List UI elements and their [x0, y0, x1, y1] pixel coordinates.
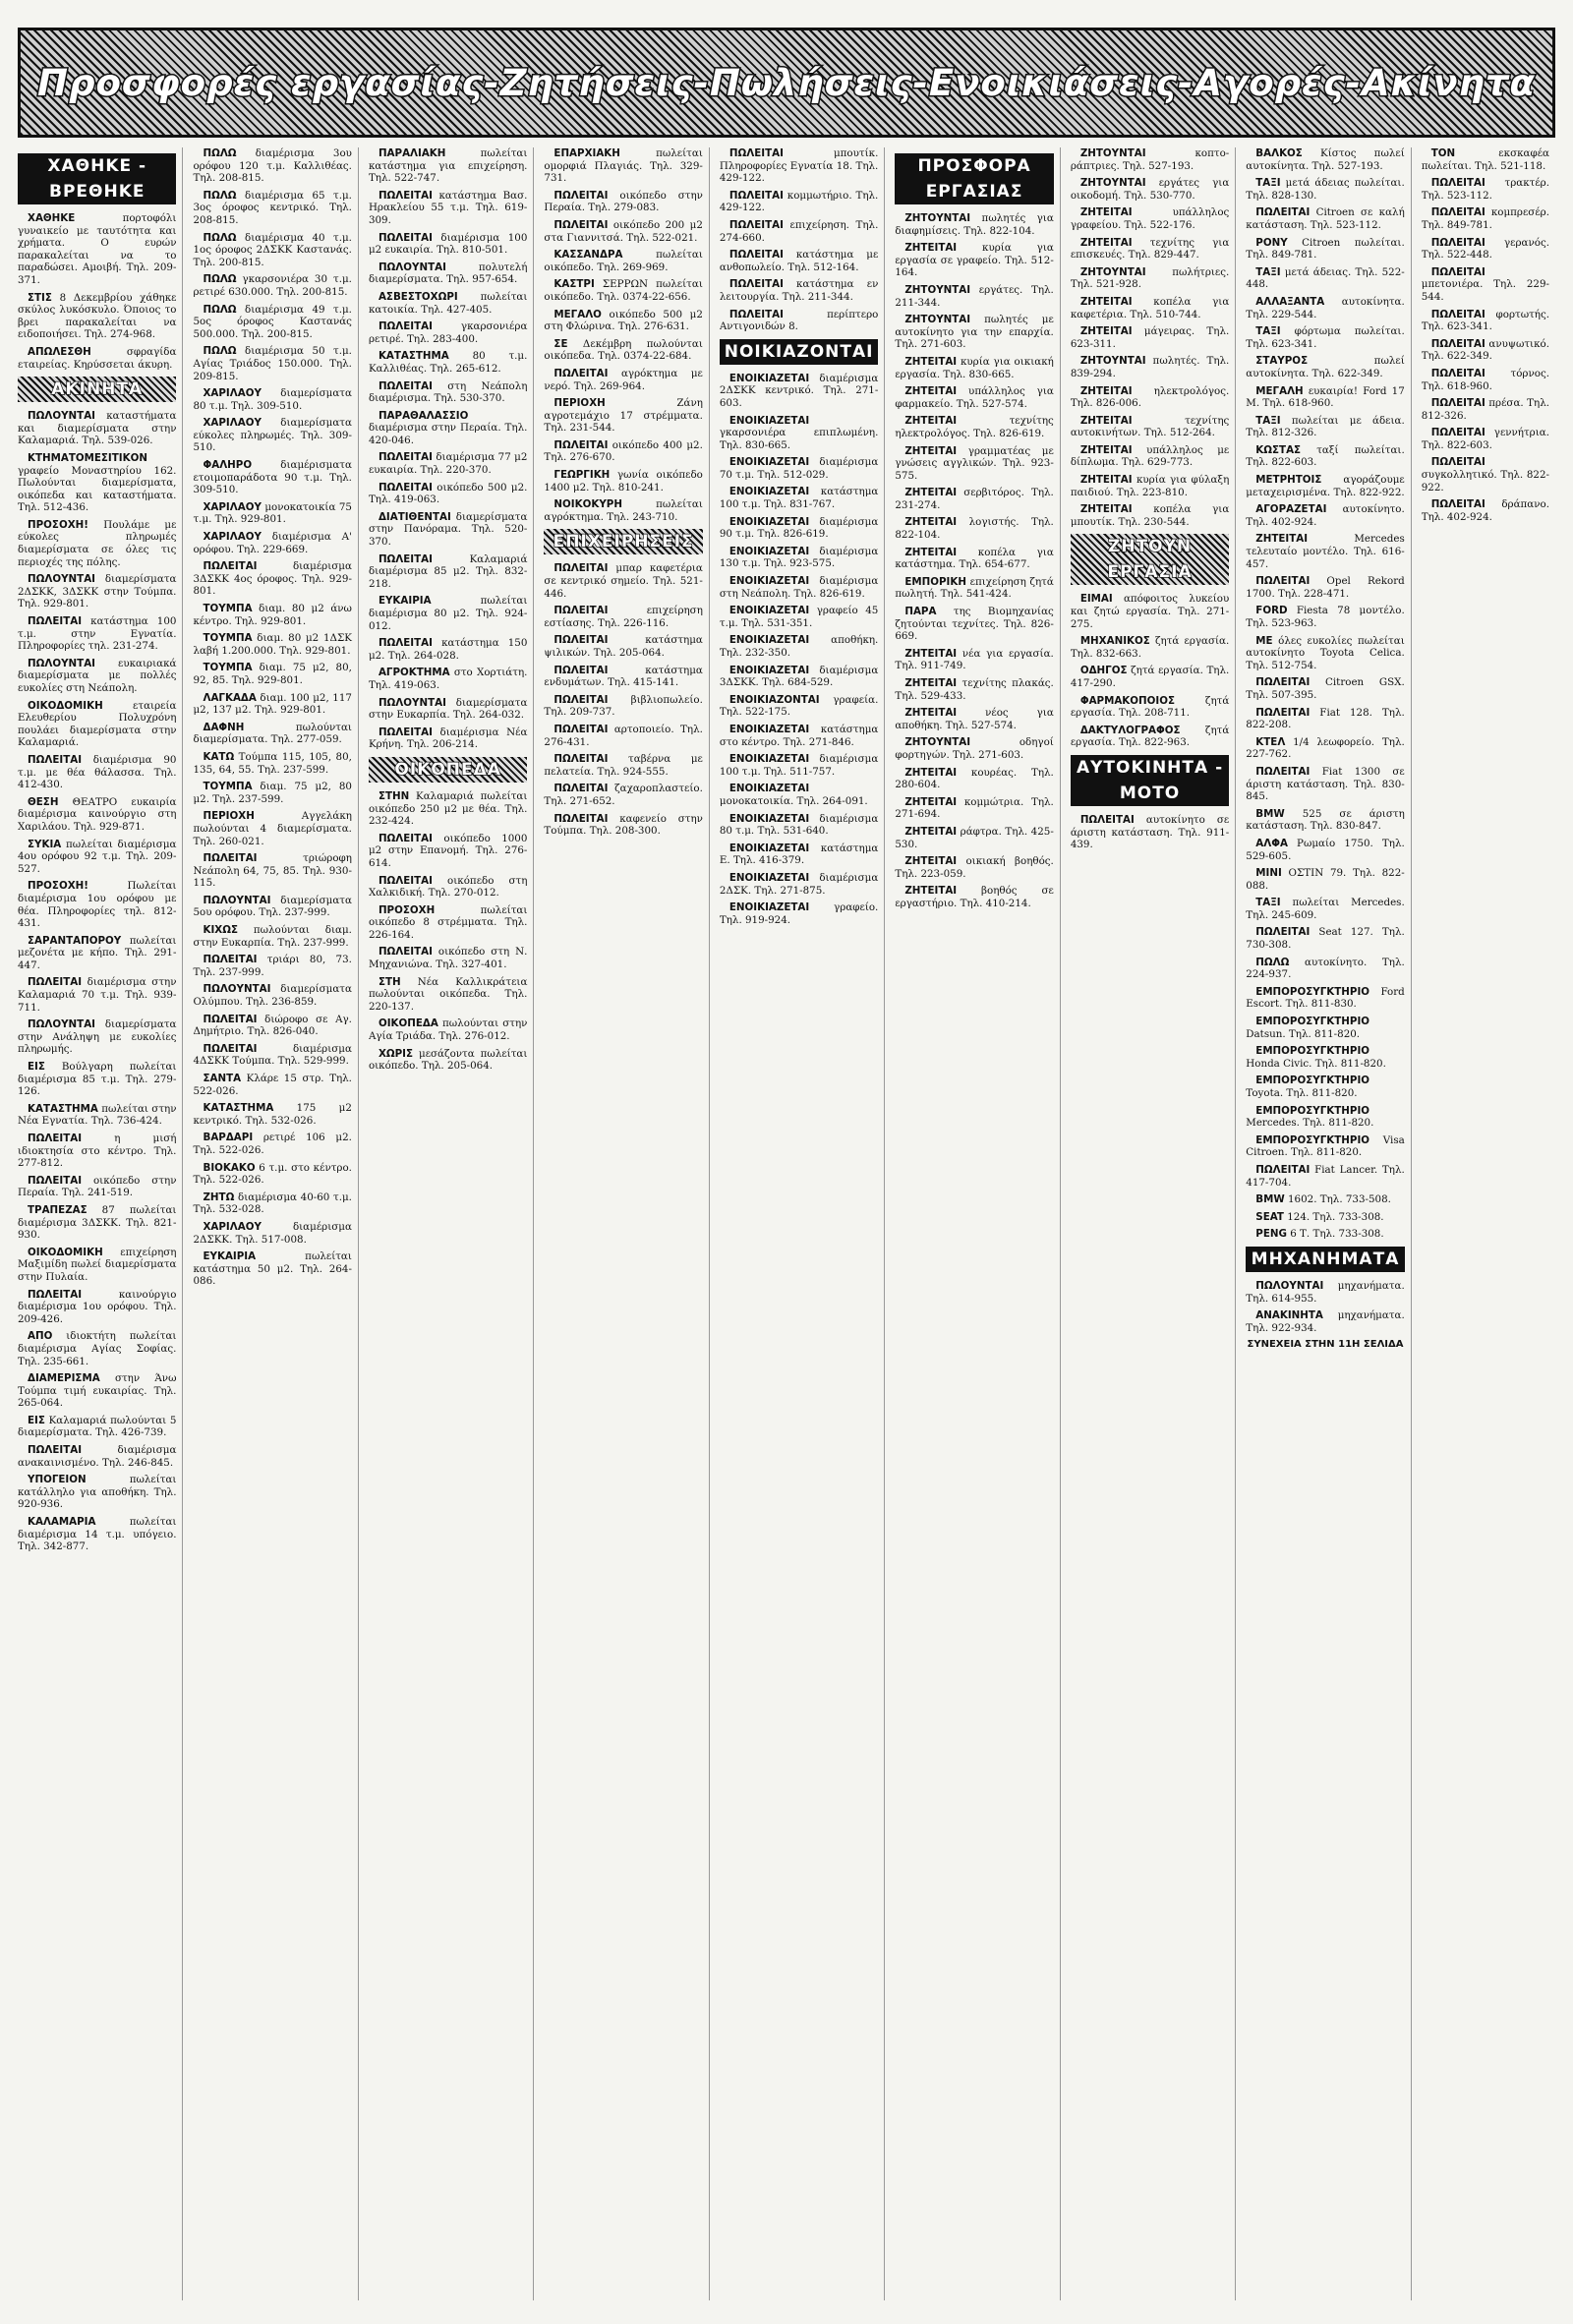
classified-ad: ΕΝΟΙΚΙΑΖΕΤΑΙ διαμέρισμα 70 τ.μ. Τηλ. 512-029.	[719, 456, 879, 481]
classified-ad: ΘΕΣΗ ΘΕΑΤΡΟ ευκαιρία διαμέρισμα καινούργιο στη Χαριλάου. Τηλ. 929-871.	[18, 795, 177, 833]
classified-ad: ΝΟΙΚΟΚΥΡΗ πωλείται αγρόκτημα. Τηλ. 243-710.	[544, 498, 703, 523]
classified-ad: ΣΤΗ Νέα Καλλικράτεια πωλούνται οικόπεδα. Τηλ. 220-137.	[368, 975, 528, 1013]
classified-ad: SEAT 124. Τηλ. 733-308.	[1255, 1210, 1384, 1223]
classified-ad: ΠΩΛΕΙΤΑΙ γεννήτρια. Τηλ. 822-603.	[1421, 427, 1549, 451]
classified-ad: ΠΩΛΩ διαμέρισμα 50 τ.μ. Αγίας Τριάδος 150.000. Τηλ. 209-815.	[193, 345, 352, 382]
classified-ad: ΖΗΤΕΙΤΑΙ κουρέας. Τηλ. 280-604.	[895, 766, 1054, 791]
classified-ad: ΠΩΛΕΙΤΑΙ κομμωτήριο. Τηλ. 429-122.	[719, 189, 879, 214]
classified-ad: ΠΩΛΟΥΝΤΑΙ διαμερίσματα στην Ευκαρπία. Τηλ. 264-032.	[368, 696, 528, 722]
classified-ad: ΜΙΝΙ ΟΣΤΙΝ 79. Τηλ. 822-088.	[1246, 867, 1405, 892]
classified-ad: ΜΕΓΑΛΟ οικόπεδο 500 μ2 στη Φλώρινα. Τηλ. 276-631.	[544, 308, 703, 333]
classified-ad: ΠΩΛΟΥΝΤΑΙ ευκαιριακά διαμερίσματα με πολλές ευκολίες στη Νεάπολη.	[18, 657, 177, 694]
classified-ad: ΖΗΤΟΥΝΤΑΙ πωλητές με αυτοκίνητο για την επαρχία. Τηλ. 271-603.	[895, 314, 1054, 351]
classified-ad: ΠΩΛΕΙΤΑΙ κατάστημα εν λειτουργία. Τηλ. 211-344.	[719, 278, 879, 303]
classified-ad: ΠΡΟΣΟΧΗ πωλείται οικόπεδο 8 στρέμματα. Τηλ. 226-164.	[368, 903, 528, 941]
column-7	[1071, 147, 1236, 2300]
classified-ad: ΔΙΑΜΕΡΙΣΜΑ στην Άνω Τούμπα τιμή ευκαιρίας. Τηλ. 265-064.	[18, 1372, 177, 1410]
classified-ad: ΖΗΤΕΙΤΑΙ βοηθός σε εργαστήριο. Τηλ. 410-214.	[895, 885, 1054, 909]
classified-ad: ΑΠΟ ιδιοκτήτη πωλείται διαμέρισμα Αγίας Σοφίας. Τηλ. 235-661.	[18, 1330, 177, 1367]
classified-ad: ΚΑΤΑΣΤΗΜΑ πωλείται στην Νέα Εγνατία. Τηλ. 736-424.	[18, 1102, 177, 1128]
classified-ad: ΕΝΟΙΚΙΑΖΕΤΑΙ διαμέρισμα 130 τ.μ. Τηλ. 923-575.	[719, 545, 879, 570]
classified-ad: ΚΙΧΩΣ πωλούνται διαμ. στην Ευκαρπία. Τηλ. 237-999.	[193, 924, 352, 949]
classified-ad: ΚΑΛΑΜΑΡΙΑ πωλείται διαμέρισμα 14 τ.μ. υπόγειο. Τηλ. 342-877.	[18, 1516, 177, 1553]
classified-ad: ΟΙΚΟΔΟΜΙΚΗ εταιρεία Ελευθερίου Πολυχρόνη πουλάει διαμερίσματα στην Καλαμαριά.	[18, 699, 177, 749]
classified-ad: ΕΝΟΙΚΙΑΖΕΤΑΙ μονοκατοικία. Τηλ. 264-091.	[719, 783, 868, 807]
classified-ad: ΠΩΛΕΙΤΑΙ Opel Rekord 1700. Τηλ. 228-471.	[1246, 575, 1405, 600]
classified-ad: ΜΕΓΑΛΗ ευκαιρία! Ford 17 Μ. Τηλ. 618-960.	[1246, 384, 1405, 410]
classified-ad: ΠΩΛΟΥΝΤΑΙ καταστήματα και διαμερίσματα στην Καλαμαριά. Τηλ. 539-026.	[18, 410, 177, 447]
classified-ad: ΕΙΣ Καλαμαριά πωλούνται 5 διαμερίσματα. Τηλ. 426-739.	[18, 1414, 177, 1439]
classified-ad: PONY Citroen πωλείται. Τηλ. 849-781.	[1246, 236, 1405, 261]
classified-ad: ΠΩΛΕΙΤΑΙ Fiat 1300 σε άριστη κατάσταση. Τηλ. 830-845.	[1246, 765, 1405, 803]
classified-ad: ΚΑΣΣΑΝΔΡΑ πωλείται οικόπεδο. Τηλ. 269-969.	[544, 249, 703, 273]
classified-ad: ΑΛΛΑΞΑΝΤΑ αυτοκίνητα. Τηλ. 229-544.	[1246, 295, 1405, 320]
column-3	[369, 147, 534, 2300]
classified-ad: ΒΑΛΚΟΣ Κίστος πωλεί αυτοκίνητα. Τηλ. 527-193.	[1246, 147, 1405, 172]
classified-ad: ΤΡΑΠΕΖΑΣ 87 πωλείται διαμέρισμα 3ΔΣΚΚ. Τηλ. 821-930.	[18, 1203, 177, 1242]
classified-ad: ΚΤΗΜΑΤΟΜΕΣΙΤΙΚΟΝ γραφείο Μοναστηρίου 162. Πωλούνται διαμερίσματα, οικόπεδα και καταστήματα. Τηλ. 512-436.	[18, 451, 177, 514]
section-heading-realestate: ΑΚΙΝΗΤΑ	[18, 377, 176, 402]
classified-ad: ΚΩΣΤΑΣ ταξί πωλείται. Τηλ. 822-603.	[1246, 443, 1405, 469]
classified-ad: ΤΟΝ εκσκαφέα πωλείται. Τηλ. 521-118.	[1421, 147, 1549, 172]
classified-ad: ΖΗΤΕΙΤΑΙ ράφτρα. Τηλ. 425-530.	[895, 825, 1054, 850]
classified-ad: ΠΩΛΟΥΝΤΑΙ διαμερίσματα 2ΔΣΚΚ, 3ΔΣΚΚ στην Τούμπα. Τηλ. 929-801.	[18, 573, 177, 610]
classified-ad: ΠΩΛΕΙΤΑΙ τρακτέρ. Τηλ. 523-112.	[1421, 177, 1549, 202]
classified-ad: ΠΩΛΕΙΤΑΙ καφενείο στην Τούμπα. Τηλ. 208-300.	[544, 812, 703, 838]
classified-ad: ΠΕΡΙΟΧΗ Ζάνη αγροτεμάχιο 17 στρέμματα. Τηλ. 231-544.	[544, 397, 703, 435]
classified-ad: ΒΜW 1602. Τηλ. 733-508.	[1255, 1193, 1391, 1206]
section-heading-rentals: ΝΟΙΚΙΑΖΟΝΤΑΙ	[720, 339, 878, 365]
classified-ad: ΖΗΤΕΙΤΑΙ κυρία για φύλαξη παιδιού. Τηλ. 223-810.	[1070, 474, 1230, 498]
classified-ad: ΒΙΟΚΑΚΟ 6 τ.μ. στο κέντρο. Τηλ. 522-026.	[193, 1161, 352, 1187]
classified-ad: ΕΝΟΙΚΙΑΖΕΤΑΙ διαμέρισμα 2ΔΣΚ. Τηλ. 271-875.	[719, 871, 879, 897]
classified-ad: ΤΑΞΙ πωλείται Mercedes. Τηλ. 245-609.	[1246, 897, 1405, 921]
classified-ad: ΠΩΛΕΙΤΑΙ ζαχαροπλαστείο. Τηλ. 271-652.	[544, 783, 703, 807]
column-6	[895, 147, 1060, 2300]
classified-ad: ΠΕΡΙΟΧΗ Αγγελάκη πωλούνται 4 διαμερίσματα. Τηλ. 260-021.	[193, 810, 352, 847]
classified-ad: ΖΗΤΕΙΤΑΙ μάγειρας. Τηλ. 623-311.	[1070, 325, 1230, 350]
classified-ad: ΕΝΟΙΚΙΑΖΕΤΑΙ διαμέρισμα στη Νεάπολη. Τηλ. 826-619.	[719, 575, 879, 600]
classified-ad: ΠΡΟΣΟΧΗ! Πωλείται διαμέρισμα 1ου ορόφου με θέα. Πληροφορίες τηλ. 812-431.	[18, 880, 177, 930]
classified-ad: ΕΠΑΡΧΙΑΚΗ πωλείται ομορφιά Πλαγιάς. Τηλ. 329-731.	[544, 147, 703, 185]
classified-ad: ΜΕ όλες ευκολίες πωλείται αυτοκίνητο Toyota Celica. Τηλ. 512-754.	[1246, 634, 1405, 671]
classified-ad: ΠΩΛΕΙΤΑΙ διαμέρισμα Νέα Κρήνη. Τηλ. 206-214.	[368, 726, 528, 751]
classified-ad: ΠΩΛΕΙΤΑΙ κατάστημα ψιλικών. Τηλ. 205-064.	[544, 634, 703, 659]
classified-ad: ΠΩΛΕΙΤΑΙ φορτωτής. Τηλ. 623-341.	[1421, 308, 1549, 333]
classified-ad: ΠΩΛΕΙΤΑΙ Citroen GSX. Τηλ. 507-395.	[1246, 676, 1405, 701]
classified-ad: ΖΗΤΩ διαμέρισμα 40-60 τ.μ. Τηλ. 532-028.	[193, 1191, 352, 1216]
classified-ad: ΠΩΛΕΙΤΑΙ διαμέρισμα 90 τ.μ. με θέα θάλασσα. Τηλ. 412-430.	[18, 753, 177, 791]
classified-ad: ΠΩΛΕΙΤΑΙ περίπτερο Αντιγονιδών 8.	[719, 308, 879, 333]
classified-ad: ΠΩΛΕΙΤΑΙ βιβλιοπωλείο. Τηλ. 209-737.	[544, 693, 703, 719]
classified-ad: ΕΙΜΑΙ απόφοιτος λυκείου και ζητώ εργασία. Τηλ. 271-275.	[1070, 593, 1230, 630]
classified-ad: ΚΤΕΛ 1/4 λεωφορείο. Τηλ. 227-762.	[1246, 735, 1405, 761]
classified-ad: ΖΗΤΟΥΝΤΑΙ εργάτες. Τηλ. 211-344.	[895, 283, 1054, 309]
classified-ad: ΠΩΛΕΙΤΑΙ τριάρι 80, 73. Τηλ. 237-999.	[193, 954, 352, 978]
classified-ad: ΕΜΠΟΡΟΣΥΓΚΤΗΡΙΟ Toyota. Τηλ. 811-820.	[1246, 1075, 1370, 1099]
classified-ad: ΠΩΛΕΙΤΑΙ στη Νεάπολη διαμέρισμα. Τηλ. 530-370.	[368, 379, 528, 405]
classified-ad: ΦΑΛΗΡΟ διαμέρισματα ετοιμοπαράδοτα 90 τ.μ. Τηλ. 309-510.	[193, 459, 352, 496]
section-heading-job-seekers: ΖΗΤΟΥΝ ΕΡΓΑΣΙΑ	[1071, 534, 1229, 585]
classified-ad: ΤΟΥΜΠΑ διαμ. 75 μ2, 80, 92, 85. Τηλ. 929-801.	[193, 662, 352, 686]
classified-ad: ΠΩΛΕΙΤΑΙ κατάστημα 100 τ.μ. στην Εγνατία. Πληροφορίες τηλ. 231-274.	[18, 615, 177, 653]
classified-ad: ΕΝΟΙΚΙΑΖΟΝΤΑΙ γραφεία. Τηλ. 522-175.	[719, 693, 879, 719]
classified-ad: ΕΝΟΙΚΙΑΖΕΤΑΙ διαμέρισμα 80 τ.μ. Τηλ. 531-640.	[719, 812, 879, 838]
classified-ad: ΠΩΛΕΙΤΑΙ αρτοποιείο. Τηλ. 276-431.	[544, 723, 703, 748]
classified-ad: ΤΑΞΙ φόρτωμα πωλείται. Τηλ. 623-341.	[1246, 325, 1405, 350]
classified-ad: ΕΝΟΙΚΙΑΖΕΤΑΙ γκαρσονιέρα επιπλωμένη. Τηλ. 830-665.	[719, 414, 879, 451]
classified-ad: ΕΝΟΙΚΙΑΖΕΤΑΙ διαμέρισμα 100 τ.μ. Τηλ. 511-757.	[719, 753, 879, 778]
classified-ad: ΕΜΠΟΡΟΣΥΓΚΤΗΡΙΟ Honda Civic. Τηλ. 811-820.	[1246, 1045, 1386, 1070]
classified-ad: ΠΩΛΕΙΤΑΙ οικόπεδο στην Περαία. Τηλ. 279-083.	[544, 189, 703, 214]
classified-columns	[18, 147, 1555, 2300]
classified-ad: ΕΝΟΙΚΙΑΖΕΤΑΙ αποθήκη. Τηλ. 232-350.	[719, 634, 879, 659]
classified-ad: ΜΗΧΑΝΙΚΟΣ ζητά εργασία. Τηλ. 832-663.	[1070, 635, 1230, 660]
classified-ad: ΒΜW 525 σε άριστη κατάσταση. Τηλ. 830-847.	[1246, 807, 1405, 833]
classified-ad: ΠΩΛΕΙΤΑΙ διαμέρισμα 77 μ2 ευκαιρία. Τηλ. 220-370.	[368, 451, 528, 477]
classified-ad: ΠΩΛΕΙΤΑΙ κατάστημα Βασ. Ηρακλείου 55 τ.μ. Τηλ. 619-309.	[368, 189, 528, 226]
classified-ad: ΧΑΡΙΛΑΟΥ διαμέρισμα Α' ορόφου. Τηλ. 229-669.	[193, 531, 352, 555]
classified-ad: ΕΝΟΙΚΙΑΖΕΤΑΙ διαμέρισμα 2ΔΣΚΚ κεντρικό. Τηλ. 271-603.	[719, 372, 879, 409]
classified-ad: ΠΩΛΟΥΝΤΑΙ διαμερίσματα 5ου ορόφου. Τηλ. 237-999.	[193, 894, 352, 919]
classified-ad: ΠΩΛΟΥΝΤΑΙ διαμερίσματα Ολύμπου. Τηλ. 236-859.	[193, 983, 352, 1009]
classified-ad: ΠΩΛΕΙΤΑΙ οικόπεδο στην Περαία. Τηλ. 241-519.	[18, 1174, 177, 1199]
classified-ad: ΠΩΛΕΙΤΑΙ Fiat 128. Τηλ. 822-208.	[1246, 706, 1405, 731]
classified-ad: PENG 6 Τ. Τηλ. 733-308.	[1255, 1228, 1384, 1241]
section-heading-businesses: ΕΠΙΧΕΙΡΗΣΕΙΣ	[544, 529, 702, 554]
classified-ad: ΠΩΛΕΙΤΑΙ κατάστημα με ανθοπωλείο. Τηλ. 512-164.	[719, 249, 879, 273]
classified-ad: ΠΩΛΕΙΤΑΙ οικόπεδο 400 μ2. Τηλ. 276-670.	[544, 438, 703, 464]
classified-ad: ΠΩΛΕΙΤΑΙ οικόπεδο 1000 μ2 στην Επανομή. Τηλ. 276-614.	[368, 832, 528, 869]
classified-ad: ΖΗΤΕΙΤΑΙ τεχνίτης πλακάς. Τηλ. 529-433.	[895, 677, 1054, 702]
classified-ad: ΑΣΒΕΣΤΟΧΩΡΙ πωλείται κατοικία. Τηλ. 427-405.	[368, 290, 528, 316]
classified-ad: ΠΩΛΕΙΤΑΙ διαμέρισμα 4ΔΣΚΚ Τούμπα. Τηλ. 529-999.	[193, 1042, 352, 1068]
classified-ad: ΖΗΤΟΥΝΤΑΙ πωλητές. Τηλ. 839-294.	[1070, 355, 1230, 379]
classified-ad: ΠΩΛΕΙΤΑΙ κατάστημα 150 μ2. Τηλ. 264-028.	[368, 637, 528, 662]
classified-ad: ΖΗΤΕΙΤΑΙ νέος για αποθήκη. Τηλ. 527-574.	[895, 707, 1054, 731]
classified-ad: ΕΜΠΟΡΟΣΥΓΚΤΗΡΙΟ Ford Escort. Τηλ. 811-830.	[1246, 985, 1405, 1011]
classified-ad: ΕΝΟΙΚΙΑΖΕΤΑΙ κατάστημα Ε. Τηλ. 416-379.	[719, 842, 879, 867]
classified-ad: ΠΩΛΕΙΤΑΙ διαμέρισμα στην Καλαμαριά 70 τ.μ. Τηλ. 939-711.	[18, 976, 177, 1014]
classified-ad: ΚΑΤΑΣΤΗΜΑ 80 τ.μ. Καλλιθέας. Τηλ. 265-612.	[368, 350, 528, 375]
banner-title: Προσφορές εργασίας-Ζητήσεις-Πωλήσεις-Ενοικιάσεις-Αγορές-Ακίνητα	[37, 61, 1536, 104]
classified-ad: ΕΜΠΟΡΙΚΗ επιχείρηση ζητά πωλητή. Τηλ. 541-424.	[895, 575, 1054, 601]
classified-ad: ΖΗΤΟΥΝΤΑΙ οδηγοί φορτηγών. Τηλ. 271-603.	[895, 736, 1054, 761]
classified-ad: ΣΑΝΤΑ Κλάρε 15 στρ. Τηλ. 522-026.	[193, 1073, 352, 1097]
section-heading-lost-found: ΧΑΘΗΚΕ - ΒΡΕΘΗΚΕ	[18, 153, 176, 204]
classified-ad: ΕΝΟΙΚΙΑΖΕΤΑΙ κατάστημα 100 τ.μ. Τηλ. 831-767.	[719, 486, 879, 511]
classified-ad: ΥΠΟΓΕΙΟΝ πωλείται κατάλληλο για αποθήκη. Τηλ. 920-936.	[18, 1474, 177, 1511]
classified-ad: ΖΗΤΕΙΤΑΙ ηλεκτρολόγος. Τηλ. 826-006.	[1070, 384, 1230, 410]
classified-ad: ΤΑΞΙ πωλείται με άδεια. Τηλ. 812-326.	[1246, 414, 1405, 439]
classified-ad: ΕΥΚΑΙΡΙΑ πωλείται διαμέρισμα 80 μ2. Τηλ. 924-012.	[368, 595, 528, 632]
classified-ad: ΠΑΡΑ της Βιομηχανίας ζητούνται τεχνίτες. Τηλ. 826-669.	[895, 606, 1054, 643]
classified-ad: ΠΩΛΕΙΤΑΙ ανυψωτικό. Τηλ. 622-349.	[1421, 337, 1549, 363]
column-2	[193, 147, 358, 2300]
classified-ad: ΕΝΟΙΚΙΑΖΕΤΑΙ κατάστημα στο κέντρο. Τηλ. 271-846.	[719, 723, 879, 748]
classified-ad: ΣΤΗΝ Καλαμαριά πωλείται οικόπεδο 250 μ2 με θέα. Τηλ. 232-424.	[368, 789, 528, 828]
classified-ad: ΑΓΡΟΚΤΗΜΑ στο Χορτιάτη. Τηλ. 419-063.	[368, 667, 528, 691]
classified-ad: ΣΑΡΑΝΤΑΠΟΡΟΥ πωλείται μεζονέτα με κήπο. Τηλ. 291-447.	[18, 934, 177, 971]
classified-ad: ΑΛΦΑ Ρωμαίο 1750. Τηλ. 529-605.	[1246, 837, 1405, 862]
classified-ad: ΧΑΡΙΛΑΟΥ διαμερίσματα 80 τ.μ. Τηλ. 309-510.	[193, 387, 352, 412]
classified-ad: ΠΑΡΑΛΙΑΚΗ πωλείται κατάστημα για επιχείρηση. Τηλ. 522-747.	[368, 147, 528, 185]
classified-ad: ΔΑΦΝΗ πωλούνται διαμερίσματα. Τηλ. 277-059.	[193, 721, 352, 746]
classified-ad: ΕΝΟΙΚΙΑΖΕΤΑΙ γραφείο 45 τ.μ. Τηλ. 531-351.	[719, 605, 879, 629]
classified-ad: ΠΩΛΕΙΤΑΙ επιχείρηση. Τηλ. 274-660.	[719, 218, 879, 244]
classified-ad: ΖΗΤΕΙΤΑΙ κυρία για οικιακή εργασία. Τηλ. 830-665.	[895, 355, 1054, 380]
classified-ad: ΖΗΤΕΙΤΑΙ τεχνίτης ηλεκτρολόγος. Τηλ. 826-619.	[895, 415, 1054, 439]
classified-ad: ΚΑΤΩ Τούμπα 115, 105, 80, 135, 64, 55. Τηλ. 237-599.	[193, 750, 352, 776]
classified-ad: ΕΝΟΙΚΙΑΖΕΤΑΙ διαμέρισμα 90 τ.μ. Τηλ. 826-619.	[719, 515, 879, 541]
classified-ad: ΤΑΞΙ μετά άδειας. Τηλ. 522-448.	[1246, 265, 1405, 291]
column-1	[18, 147, 183, 2300]
classified-ad: ΕΜΠΟΡΟΣΥΓΚΤΗΡΙΟ Visa Citroen. Τηλ. 811-820.	[1246, 1133, 1405, 1159]
column-9	[1422, 147, 1555, 2300]
classified-ad: ΔΑΚΤΥΛΟΓΡΑΦΟΣ ζητά εργασία. Τηλ. 822-963.	[1070, 724, 1230, 749]
classified-ad: ΠΩΛΕΙΤΑΙ οικόπεδο 500 μ2. Τηλ. 419-063.	[368, 481, 528, 506]
classified-ad: ΖΗΤΕΙΤΑΙ κοπέλα για μπουτίκ. Τηλ. 230-544.	[1070, 503, 1230, 528]
classified-ad: ΠΩΛΕΙΤΑΙ ταβέρνα με πελατεία. Τηλ. 924-555.	[544, 753, 703, 778]
classified-ad: ΧΑΘΗΚΕ πορτοφόλι γυναικείο με ταυτότητα και χρήματα. Ο ευρών παρακαλείται να το παραδώσει. Αμοιβή. Τηλ. 209-371.	[18, 212, 177, 286]
classified-ad: ΕΝΟΙΚΙΑΖΕΤΑΙ γραφείο. Τηλ. 919-924.	[719, 901, 879, 926]
classified-ad: ΠΩΛΕΙΤΑΙ τριώροφη Νεάπολη 64, 75, 85. Τηλ. 930-115.	[193, 852, 352, 890]
classified-ad: ΕΜΠΟΡΟΣΥΓΚΤΗΡΙΟ Datsun. Τηλ. 811-820.	[1246, 1016, 1370, 1040]
classified-ad: ΠΩΛΕΙΤΑΙ πρέσα. Τηλ. 812-326.	[1421, 397, 1549, 422]
classified-ad: ΟΔΗΓΟΣ ζητά εργασία. Τηλ. 417-290.	[1070, 665, 1230, 689]
classified-ad: ΠΩΛΕΙΤΑΙ διώροφο σε Αγ. Δημήτριο. Τηλ. 826-040.	[193, 1013, 352, 1038]
classified-ad: ΖΗΤΟΥΝΤΑΙ πωλήτριες. Τηλ. 521-928.	[1070, 265, 1230, 291]
classified-ad: ΖΗΤΕΙΤΑΙ Mercedes τελευταίο μοντέλο. Τηλ. 616-457.	[1246, 533, 1405, 570]
classified-ad: ΠΩΛΕΙΤΑΙ Fiat Lancer. Τηλ. 417-704.	[1246, 1163, 1405, 1189]
classified-ad: ΖΗΤΕΙΤΑΙ κυρία για εργασία σε γραφείο. Τηλ. 512-164.	[895, 242, 1054, 279]
classified-ad: ΖΗΤΕΙΤΑΙ υπάλληλος με δίπλωμα. Τηλ. 629-773.	[1070, 443, 1230, 469]
classified-ad: ΖΗΤΕΙΤΑΙ σερβιτόρος. Τηλ. 231-274.	[895, 487, 1054, 511]
classified-ad: ΖΗΤΕΙΤΑΙ υπάλληλος για φαρμακείο. Τηλ. 527-574.	[895, 385, 1054, 410]
classified-ad: ΖΗΤΟΥΝΤΑΙ εργάτες για οικοδομή. Τηλ. 530-770.	[1070, 177, 1230, 202]
column-8	[1246, 147, 1411, 2300]
classified-ad: ΠΩΛΕΙΤΑΙ μπαρ καφετέρια σε κεντρικό σημείο. Τηλ. 521-446.	[544, 562, 703, 600]
classified-ad: ΖΗΤΕΙΤΑΙ οικιακή βοηθός. Τηλ. 223-059.	[895, 855, 1054, 880]
classified-ad: ΤΟΥΜΠΑ διαμ. 80 μ2 1ΔΣΚ λαβή 1.200.000. Τηλ. 929-801.	[193, 632, 352, 657]
classified-ad: ΠΩΛΩ αυτοκίνητο. Τηλ. 224-937.	[1246, 956, 1405, 981]
classified-ad: ΧΑΡΙΛΑΟΥ διαμέρισμα 2ΔΣΚΚ. Τηλ. 517-008.	[193, 1220, 352, 1246]
classified-ad: ΖΗΤΟΥΝΤΑΙ κοπτο-ράπτριες. Τηλ. 527-193.	[1070, 147, 1230, 172]
classified-ad: ΠΩΛΕΙΤΑΙ Καλαμαριά διαμέρισμα 85 μ2. Τηλ. 832-218.	[368, 552, 528, 590]
classified-ad: ΕΜΠΟΡΟΣΥΓΚΤΗΡΙΟ Mercedes. Τηλ. 811-820.	[1246, 1104, 1374, 1130]
classified-ad: ΠΩΛΕΙΤΑΙ γερανός. Τηλ. 522-448.	[1421, 236, 1549, 261]
classified-ad: ΠΩΛΩ διαμέρισμα 3ου ορόφου 120 τ.μ. Καλλιθέας. Τηλ. 208-815.	[193, 147, 352, 185]
section-heading-cars: ΑΥΤΟΚΙΝΗΤΑ - ΜΟΤΟ	[1071, 755, 1229, 806]
classified-ad: ΤΟΥΜΠΑ διαμ. 80 μ2 άνω κέντρο. Τηλ. 929-801.	[193, 603, 352, 627]
column-5	[720, 147, 885, 2300]
classified-ad: ΠΩΛΩ διαμέρισμα 40 τ.μ. 1ος όροφος 2ΔΣΚΚ Καστανάς. Τηλ. 200-815.	[193, 231, 352, 268]
section-heading-job-offers: ΠΡΟΣΦΟΡΑ ΕΡΓΑΣΙΑΣ	[895, 153, 1053, 204]
classified-ad: ΠΩΛΟΥΝΤΑΙ διαμερίσματα στην Ανάληψη με ευκολίες πληρωμής.	[18, 1018, 177, 1056]
classified-ad: ΣΕ Δεκέμβρη πωλούνται οικόπεδα. Τηλ. 0374-22-684.	[544, 337, 703, 363]
classified-ad: ΑΓΟΡΑΖΕΤΑΙ αυτοκίνητο. Τηλ. 402-924.	[1246, 503, 1405, 528]
classified-ad: ΑΝΑΚΙΝΗΤΑ μηχανήματα. Τηλ. 922-934.	[1246, 1309, 1405, 1334]
classified-ad: ΠΩΛΕΙΤΑΙ γκαρσονιέρα ρετιρέ. Τηλ. 283-400.	[368, 320, 528, 345]
column-4	[544, 147, 709, 2300]
classified-ad: ΒΑΡΔΑΡΙ ρετιρέ 106 μ2. Τηλ. 522-026.	[193, 1132, 352, 1156]
classified-ad: ΖΗΤΕΙΤΑΙ λογιστής. Τηλ. 822-104.	[895, 516, 1054, 542]
classified-ad: ΠΩΛΕΙΤΑΙ διαμέρισμα 3ΔΣΚΚ 4ος όροφος. Τηλ. 929-801.	[193, 560, 352, 598]
classified-ad: ΧΩΡΙΣ μεσάζοντα πωλείται οικόπεδο. Τηλ. 205-064.	[368, 1047, 528, 1073]
classified-ad: ΠΑΡΑΘΑΛΑΣΣΙΟ διαμέρισμα στην Περαία. Τηλ. 420-046.	[368, 409, 528, 446]
classified-ad: ΤΟΥΜΠΑ διαμ. 75 μ2, 80 μ2. Τηλ. 237-599.	[193, 781, 352, 805]
section-heading-machinery: ΜΗΧΑΝΗΜΑΤΑ	[1246, 1247, 1404, 1272]
classified-ad: ΠΩΛΕΙΤΑΙ κατάστημα ενδυμάτων. Τηλ. 415-141.	[544, 664, 703, 689]
classified-ad: ΤΑΞΙ μετά άδειας πωλείται. Τηλ. 828-130.	[1246, 177, 1405, 202]
classified-ad: ΠΩΛΕΙΤΑΙ οικόπεδο στη Ν. Μηχανιώνα. Τηλ. 327-401.	[368, 946, 528, 971]
newspaper-page	[18, 28, 1555, 2308]
classified-ad: ΔΙΑΤΙΘΕΝΤΑΙ διαμερίσματα στην Πανόραμα. Τηλ. 520-370.	[368, 510, 528, 549]
classified-ad: ΠΩΛΕΙΤΑΙ αγρόκτημα με νερό. Τηλ. 269-964.	[544, 367, 703, 392]
classified-ad: ΠΩΛΕΙΤΑΙ οικόπεδο 200 μ2 στα Γιαννιτσά. Τηλ. 522-021.	[544, 218, 703, 244]
classified-ad: ΖΗΤΕΙΤΑΙ υπάλληλος γραφείου. Τηλ. 522-176.	[1070, 206, 1230, 231]
classified-ad: ΠΩΛΕΙΤΑΙ Citroen σε καλή κατάσταση. Τηλ. 523-112.	[1246, 206, 1405, 231]
continued-note: ΣΥΝΕΧΕΙΑ ΣΤΗΝ 11Η ΣΕΛΙΔΑ	[1247, 1339, 1404, 1351]
classified-ad: ΧΑΡΙΛΑΟΥ μονοκατοικία 75 τ.μ. Τηλ. 929-801.	[193, 500, 352, 526]
classified-ad: ΖΗΤΕΙΤΑΙ κοπέλα για καφετέρια. Τηλ. 510-744.	[1070, 295, 1230, 320]
classified-ad: ΟΙΚΟΠΕΔΑ πωλούνται στην Αγία Τριάδα. Τηλ. 276-012.	[368, 1017, 528, 1043]
classified-ad: ΧΑΡΙΛΑΟΥ διαμερίσματα εύκολες πληρωμές. Τηλ. 309-510.	[193, 417, 352, 454]
classified-ad: ΠΩΛΕΙΤΑΙ μπουτίκ. Πληροφορίες Εγνατία 18. Τηλ. 429-122.	[719, 147, 879, 185]
classified-ad: ΖΗΤΕΙΤΑΙ κομμώτρια. Τηλ. 271-694.	[895, 795, 1054, 821]
classified-ad: ΣΥΚΙΑ πωλείται διαμέρισμα 4ου ορόφου 92 τ.μ. Τηλ. 209-527.	[18, 838, 177, 875]
section-heading-plots: ΟΙΚΟΠΕΔΑ	[369, 757, 527, 783]
classified-ad: ΚΑΤΑΣΤΗΜΑ 175 μ2 κεντρικό. Τηλ. 532-026.	[193, 1102, 352, 1127]
classified-ad: ΠΩΛΕΙΤΑΙ Seat 127. Τηλ. 730-308.	[1246, 926, 1405, 952]
classified-ad: ΠΩΛΕΙΤΑΙ αυτοκίνητο σε άριστη κατάσταση. Τηλ. 911-439.	[1070, 813, 1230, 851]
classifieds-banner	[18, 28, 1555, 138]
classified-ad: FORD Fiesta 78 μοντέλο. Τηλ. 523-963.	[1246, 605, 1405, 629]
classified-ad: ΠΩΛΕΙΤΑΙ καινούργιο διαμέρισμα 1ου ορόφου. Τηλ. 209-426.	[18, 1288, 177, 1325]
classified-ad: ΖΗΤΕΙΤΑΙ κοπέλα για κατάστημα. Τηλ. 654-677.	[895, 546, 1054, 571]
classified-ad: ΠΩΛΕΙΤΑΙ επιχείρηση εστίασης. Τηλ. 226-116.	[544, 605, 703, 629]
classified-ad: ΠΩΛΩ γκαρσονιέρα 30 τ.μ. ρετιρέ 630.000. Τηλ. 200-815.	[193, 273, 352, 298]
classified-ad: ΖΗΤΕΙΤΑΙ τεχνίτης για επισκευές. Τηλ. 829-447.	[1070, 236, 1230, 261]
classified-ad: ΕΝΟΙΚΙΑΖΕΤΑΙ διαμέρισμα 3ΔΣΚΚ. Τηλ. 684-529.	[719, 664, 879, 689]
classified-ad: ΠΩΛΟΥΝΤΑΙ πολυτελή διαμερίσματα. Τηλ. 957-654.	[368, 261, 528, 286]
classified-ad: ΠΩΛΕΙΤΑΙ δράπανο. Τηλ. 402-924.	[1421, 498, 1549, 523]
classified-ad: ΠΩΛΕΙΤΑΙ διαμέρισμα ανακαινισμένο. Τηλ. 246-845.	[18, 1444, 177, 1469]
classified-ad: ΛΑΓΚΑΔΑ διαμ. 100 μ2, 117 μ2, 137 μ2. Τηλ. 929-801.	[193, 691, 352, 717]
classified-ad: ΠΩΛΕΙΤΑΙ κομπρεσέρ. Τηλ. 849-781.	[1421, 206, 1549, 231]
classified-ad: ΠΩΛΕΙΤΑΙ διαμέρισμα 100 μ2 ευκαιρία. Τηλ. 810-501.	[368, 231, 528, 257]
classified-ad: ΕΥΚΑΙΡΙΑ πωλείται κατάστημα 50 μ2. Τηλ. 264-086.	[193, 1250, 352, 1288]
classified-ad: ΠΩΛΕΙΤΑΙ η μισή ιδιοκτησία στο κέντρο. Τηλ. 277-812.	[18, 1133, 177, 1170]
classified-ad: ΕΙΣ Βούλγαρη πωλείται διαμέρισμα 85 τ.μ. Τηλ. 279-126.	[18, 1061, 177, 1098]
classified-ad: ΠΩΛΕΙΤΑΙ οικόπεδο στη Χαλκιδική. Τηλ. 270-012.	[368, 874, 528, 900]
classified-ad: ΜΕΤΡΗΤΟΙΣ αγοράζουμε μεταχειρισμένα. Τηλ. 822-922.	[1246, 474, 1405, 498]
classified-ad: ΖΗΤΟΥΝΤΑΙ πωλητές για διαφημίσεις. Τηλ. 822-104.	[895, 212, 1054, 237]
classified-ad: ΖΗΤΕΙΤΑΙ τεχνίτης αυτοκινήτων. Τηλ. 512-264.	[1070, 414, 1230, 439]
classified-ad: ΠΡΟΣΟΧΗ! Πουλάμε με εύκολες πληρωμές διαμερίσματα σε όλες τις περιοχές της πόλης.	[18, 518, 177, 568]
classified-ad: ΠΩΛΩ διαμέρισμα 65 τ.μ. 3ος όροφος κεντρικό. Τηλ. 208-815.	[193, 189, 352, 226]
classified-ad: ΠΩΛΕΙΤΑΙ μπετονιέρα. Τηλ. 229-544.	[1421, 265, 1549, 303]
classified-ad: ΣΤΙΣ 8 Δεκεμβρίου χάθηκε σκύλος λυκόσκυλο. Όποιος το βρει παρακαλείται να ειδοποιήσει. Τηλ. 274-968.	[18, 291, 177, 341]
classified-ad: ΓΕΩΡΓΙΚΗ γωνία οικόπεδο 1400 μ2. Τηλ. 810-241.	[544, 469, 703, 494]
classified-ad: ΖΗΤΕΙΤΑΙ γραμματέας με γνώσεις αγγλικών. Τηλ. 923-575.	[895, 444, 1054, 482]
classified-ad: ΠΩΛΕΙΤΑΙ συγκολλητικό. Τηλ. 822-922.	[1421, 456, 1549, 494]
classified-ad: ΖΗΤΕΙΤΑΙ νέα για εργασία. Τηλ. 911-749.	[895, 647, 1054, 672]
classified-ad: ΠΩΛΟΥΝΤΑΙ μηχανήματα. Τηλ. 614-955.	[1246, 1279, 1405, 1305]
classified-ad: ΦΑΡΜΑΚΟΠΟΙΟΣ ζητά εργασία. Τηλ. 208-711.	[1070, 694, 1230, 720]
classified-ad: ΣΤΑΥΡΟΣ πωλεί αυτοκίνητα. Τηλ. 622-349.	[1246, 355, 1405, 379]
classified-ad: ΑΠΩΛΕΣΘΗ σφραγίδα εταιρείας. Κηρύσσεται άκυρη.	[18, 345, 177, 371]
classified-ad: ΠΩΛΩ διαμέρισμα 49 τ.μ. 5ος όροφος Καστανάς 500.000. Τηλ. 200-815.	[193, 303, 352, 340]
classified-ad: ΟΙΚΟΔΟΜΙΚΗ επιχείρηση Μαξιμίδη πωλεί διαμερίσματα στην Πυλαία.	[18, 1246, 177, 1283]
classified-ad: ΚΑΣΤΡΙ ΣΕΡΡΩΝ πωλείται οικόπεδο. Τηλ. 0374-22-656.	[544, 278, 703, 303]
classified-ad: ΠΩΛΕΙΤΑΙ τόρνος. Τηλ. 618-960.	[1421, 367, 1549, 392]
